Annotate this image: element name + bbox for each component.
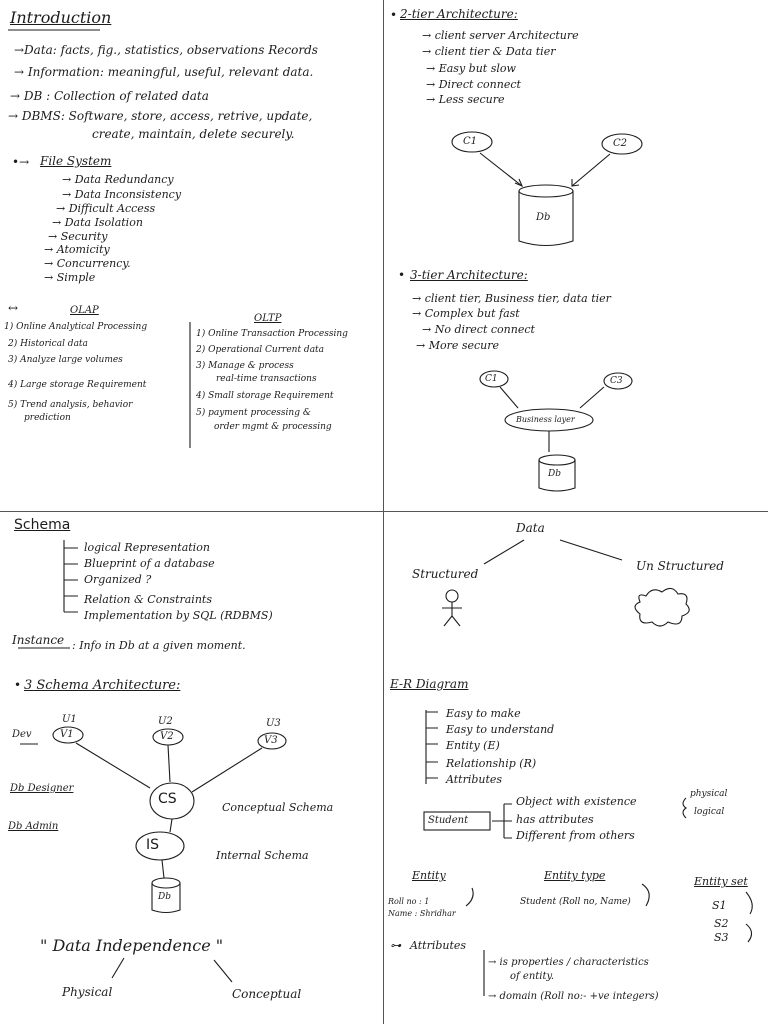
oltp-item: 1) Online Transaction Processing — [196, 329, 348, 339]
file-system-title: File System — [40, 154, 112, 168]
vertical-divider — [383, 0, 384, 1024]
db-cylinder-top — [519, 185, 573, 197]
connector — [168, 745, 170, 782]
connector — [580, 387, 604, 408]
db-admin-label: Db Admin — [8, 821, 59, 832]
olap-title: OLAP — [70, 305, 99, 316]
introduction-title: Introduction — [10, 8, 112, 27]
db-cylinder-top — [152, 878, 180, 888]
oltp-item: 3) Manage & process — [196, 361, 294, 371]
db-label: Db — [548, 469, 561, 479]
view-v2-label: V2 — [160, 731, 174, 742]
business-layer-label: Business layer — [516, 415, 575, 424]
student-bracket — [492, 804, 512, 838]
two-tier-diagram — [384, 0, 768, 512]
connector — [192, 748, 262, 792]
file-system-item: → Concurrency. — [44, 257, 131, 270]
er-diagram-title: E-R Diagram — [390, 677, 469, 691]
client-c3-label: C3 — [610, 376, 623, 386]
oltp-item: 4) Small storage Requirement — [196, 391, 334, 401]
entity-set-item: S3 — [714, 931, 729, 944]
file-system-item: → Data Isolation — [52, 216, 143, 229]
architecture-section — [384, 0, 768, 512]
internal-schema-node — [136, 832, 184, 860]
physical-logical-brace — [683, 798, 686, 818]
attributes-title: Attributes — [410, 939, 467, 952]
er-item: Attributes — [446, 773, 503, 786]
client-c1-label: C1 — [485, 374, 498, 384]
attributes-domain: → domain (Roll no:- +ve integers) — [488, 991, 659, 1002]
db-cylinder-top — [539, 455, 575, 465]
two-tier-item: → client tier & Data tier — [422, 45, 556, 58]
student-property: Different from others — [516, 829, 635, 842]
schema-item: logical Representation — [84, 541, 210, 554]
two-tier-item: → Direct connect — [426, 78, 521, 91]
olap-item: 2) Historical data — [8, 339, 88, 349]
cs-label: CS — [158, 791, 177, 807]
attributes-definition: of entity. — [510, 971, 554, 982]
file-system-item: → Data Redundancy — [62, 173, 174, 186]
bullet: • — [390, 8, 398, 22]
entity-set-item: S2 — [714, 917, 729, 930]
schema-item: Organized ? — [84, 573, 152, 586]
structured-label: Structured — [412, 567, 479, 581]
olap-item: 5) Trend analysis, behavior — [8, 400, 133, 410]
three-tier-item: → More secure — [416, 339, 500, 352]
bullet: • — [14, 678, 22, 692]
three-tier-item: → Complex but fast — [412, 307, 520, 320]
schema-item: Relation & Constraints — [84, 593, 212, 606]
entity-title: Entity — [412, 869, 446, 882]
db-label: Db — [536, 212, 551, 223]
stick-figure-head-icon — [446, 590, 458, 602]
student-box: Student — [428, 815, 469, 826]
er-item: Easy to make — [446, 707, 521, 720]
oltp-item: 2) Operational Current data — [196, 345, 325, 355]
oltp-title: OLTP — [254, 313, 282, 324]
connector — [480, 153, 522, 186]
two-tier-item: → Easy but slow — [426, 62, 516, 75]
entity-arrow — [466, 888, 473, 906]
is-label: IS — [146, 837, 160, 853]
unstructured-branch — [560, 540, 622, 560]
entity-roll-no: Roll no : 1 — [388, 897, 430, 906]
schema-item: Blueprint of a database — [84, 557, 215, 570]
comparison-arrow: ↔ — [8, 301, 19, 315]
user-u3-label: U3 — [266, 718, 281, 729]
file-system-item: → Simple — [44, 271, 96, 284]
oltp-item: real-time transactions — [216, 374, 317, 384]
bullet: • — [398, 268, 406, 282]
stick-figure-icon — [442, 602, 462, 626]
student-property: has attributes — [516, 813, 594, 826]
intro-section — [0, 0, 384, 512]
file-system-item: → Atomicity — [44, 243, 110, 256]
file-system-item: → Security — [48, 230, 108, 243]
db-designer-label: Db Designer — [10, 783, 74, 794]
instance-definition: : Info in Db at a given moment. — [72, 639, 246, 652]
attributes-arrow: ⊶ — [390, 939, 401, 952]
conceptual-arrow — [214, 960, 232, 982]
internal-schema-label: Internal Schema — [216, 849, 309, 862]
q1-lines — [0, 0, 384, 512]
entity-name: Name : Shridhar — [388, 909, 456, 918]
entity-set-arrow — [746, 892, 752, 914]
dbms-definition-line1: → DBMS: Software, store, access, retrive, update, — [8, 109, 313, 123]
schema-title: Schema — [14, 517, 71, 533]
user-u1-label: U1 — [62, 714, 77, 725]
horizontal-divider — [0, 511, 768, 512]
three-tier-item: → No direct connect — [422, 323, 535, 336]
data-er-section — [384, 512, 768, 1024]
oltp-item: order mgmt & processing — [214, 422, 332, 432]
view-v3-label: V3 — [264, 735, 278, 746]
physical-arrow — [112, 958, 124, 978]
er-bracket-ticks — [426, 712, 438, 778]
attributes-definition: → is properties / characteristics — [488, 957, 649, 968]
connector — [162, 860, 164, 878]
view-v1-label: V1 — [60, 729, 74, 740]
two-tier-item: → Less secure — [426, 93, 505, 106]
db-definition: → DB : Collection of related data — [10, 89, 209, 103]
three-tier-title: 3-tier Architecture: — [410, 268, 528, 282]
olap-item: 4) Large storage Requirement — [8, 380, 147, 390]
client-c1-label: C1 — [463, 136, 478, 147]
physical-label: Physical — [62, 985, 113, 999]
entity-set-item: S1 — [712, 899, 727, 912]
three-schema-title: 3 Schema Architecture: — [24, 678, 181, 693]
dev-label: Dev — [12, 729, 32, 740]
entity-type-arrow — [642, 884, 649, 906]
olap-item: 3) Analyze large volumes — [8, 355, 123, 365]
olap-item: prediction — [24, 413, 71, 423]
information-definition: → Information: meaningful, useful, relevant data. — [14, 65, 314, 79]
entity-type-title: Entity type — [544, 869, 606, 882]
conceptual-label: Conceptual — [232, 987, 302, 1001]
user-u2-label: U2 — [158, 716, 173, 727]
connector — [572, 154, 610, 186]
schema-section — [0, 512, 384, 1024]
er-item: Easy to understand — [446, 723, 555, 736]
er-item: Relationship (R) — [446, 757, 537, 770]
logical-label: logical — [694, 807, 725, 817]
data-title: Data — [516, 521, 545, 535]
connector — [500, 387, 518, 408]
schema-item: Implementation by SQL (RDBMS) — [84, 609, 273, 622]
entity-set-arrow — [746, 924, 752, 942]
instance-label: Instance — [12, 633, 65, 647]
cloud-blob-icon — [635, 588, 689, 626]
file-system-item: → Data Inconsistency — [62, 188, 182, 201]
file-system-item: → Difficult Access — [56, 202, 156, 215]
physical-label: physical — [690, 789, 728, 799]
data-independence-title: " Data Independence " — [40, 936, 224, 955]
entity-type-fields: Student (Roll no, Name) — [520, 897, 631, 907]
two-tier-item: → client server Architecture — [422, 29, 579, 42]
two-tier-title: 2-tier Architecture: — [400, 7, 518, 21]
unstructured-label: Un Structured — [636, 559, 724, 573]
entity-set-title: Entity set — [694, 875, 748, 888]
er-item: Entity (E) — [446, 739, 500, 752]
connector — [76, 743, 150, 788]
structured-branch — [484, 540, 524, 564]
db-label: Db — [158, 892, 171, 902]
file-system-arrow: •→ — [12, 155, 30, 169]
oltp-item: 5) payment processing & — [196, 408, 311, 418]
three-tier-item: → client tier, Business tier, data tier — [412, 292, 611, 305]
student-property: Object with existence — [516, 795, 637, 808]
connector — [170, 819, 172, 832]
olap-item: 1) Online Analytical Processing — [4, 322, 148, 332]
client-c2-label: C2 — [613, 138, 628, 149]
conceptual-schema-label: Conceptual Schema — [222, 801, 334, 814]
data-definition: →Data: facts, fig., statistics, observations Records — [14, 43, 318, 57]
dbms-definition-line2: create, maintain, delete securely. — [92, 127, 295, 141]
